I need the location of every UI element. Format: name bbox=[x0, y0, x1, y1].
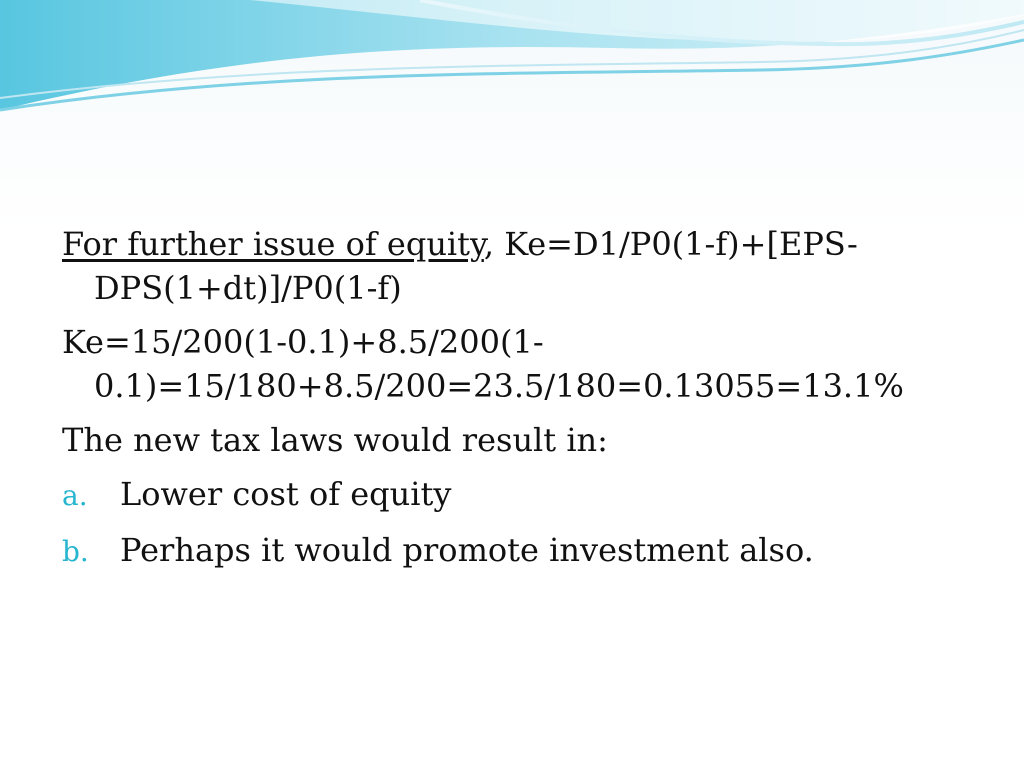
header-wave-decoration bbox=[0, 0, 1024, 130]
formula-paragraph bbox=[62, 222, 962, 310]
list-item-text: Lower cost of equity bbox=[120, 475, 452, 513]
list-item bbox=[62, 528, 962, 574]
cost-of-equity-formula: , Ke=D1/P0(1-f)+[EPS-DPS(1+dt)]/P0(1-f) bbox=[94, 225, 858, 307]
equity-issue-heading: For further issue of equity bbox=[62, 225, 484, 263]
conclusion-intro: The new tax laws would result in: bbox=[62, 421, 608, 459]
list-marker: b. bbox=[62, 535, 89, 568]
list-item bbox=[62, 472, 962, 518]
slide-body bbox=[62, 222, 962, 584]
list-marker: a. bbox=[62, 479, 88, 512]
calculation-paragraph: Ke=15/200(1-0.1)+8.5/200(1-0.1)=15/180+8.5/200=23.5/180=0.13055=13.1% bbox=[62, 323, 904, 405]
list-item-text: Perhaps it would promote investment also. bbox=[120, 531, 814, 569]
